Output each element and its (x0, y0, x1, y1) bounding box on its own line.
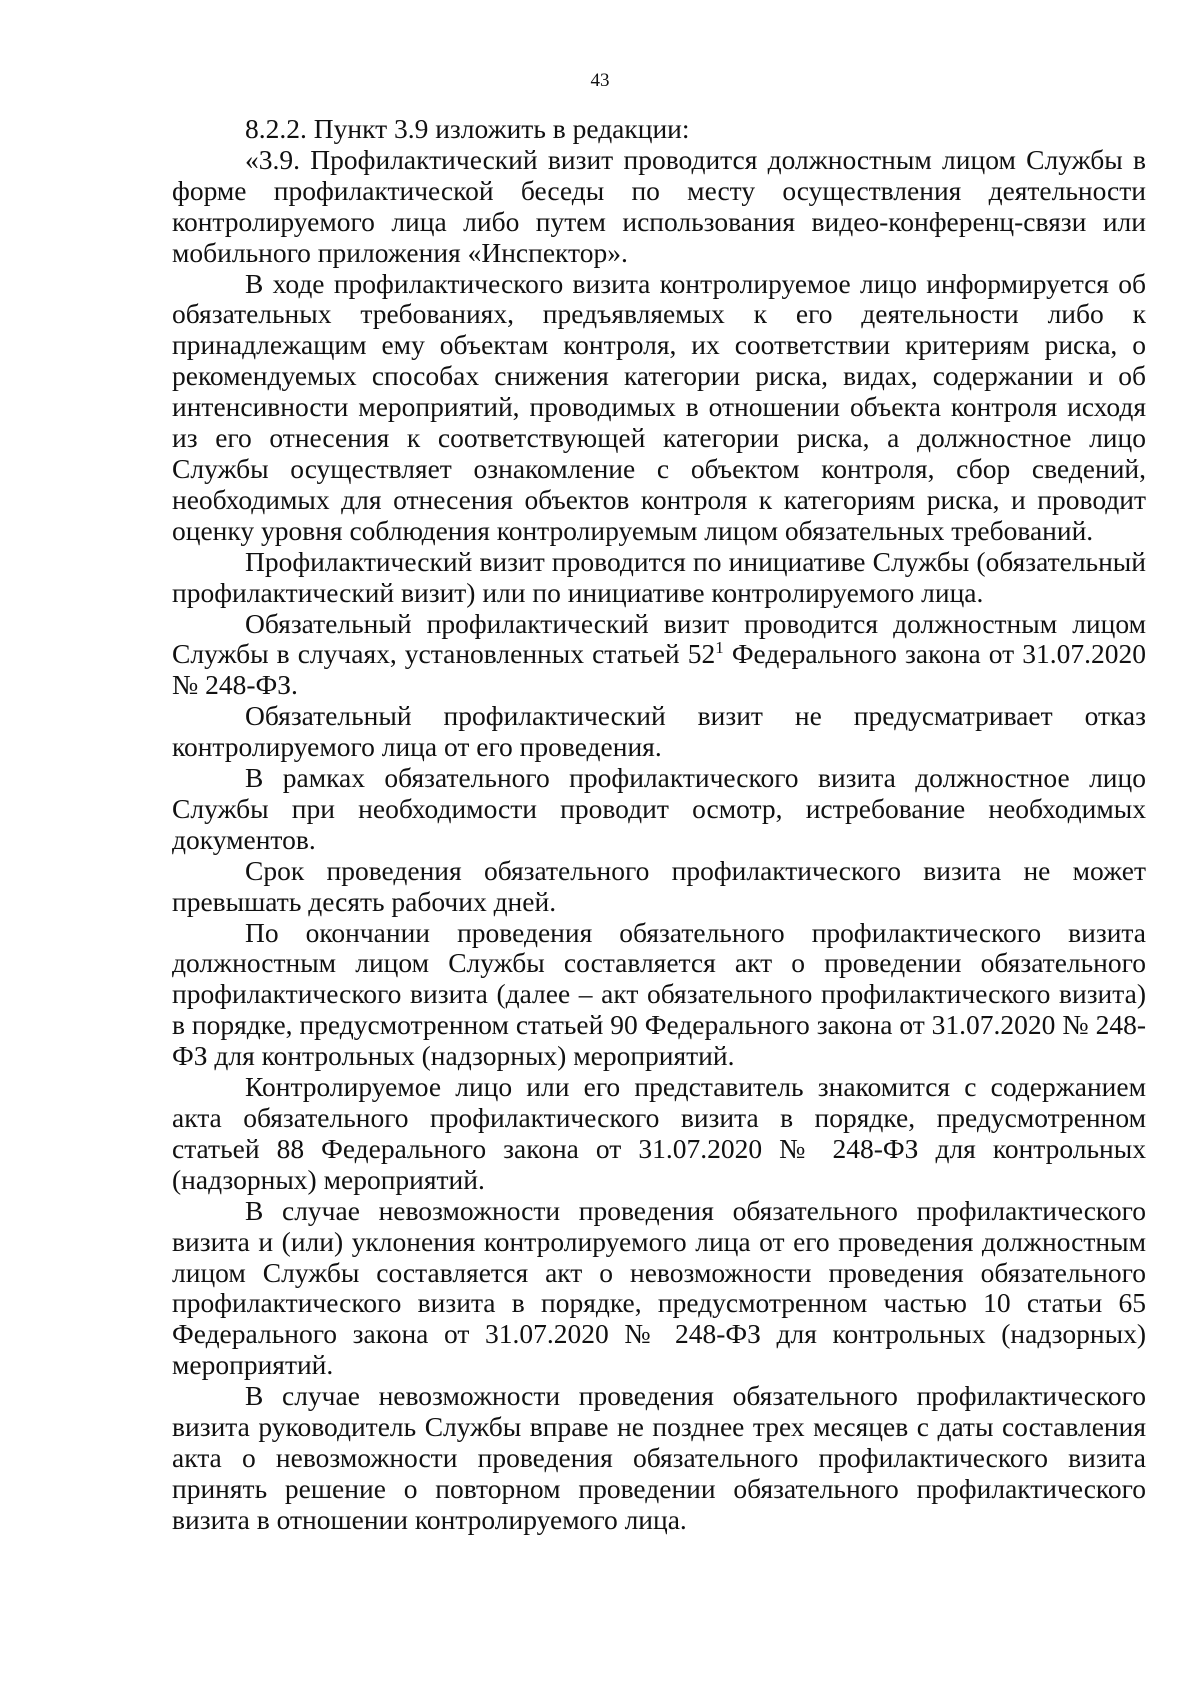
paragraph-mandatory-visit-cases (172, 609, 1146, 702)
paragraph-repeat-visit-decision: В случае невозможности проведения обязательного профилактического визита руководитель Службы вправе не позднее трех месяцев с даты составления акта о невозможности проведения обязательного профилактического визита принять решение о повторном проведении обязательного профилактического визита в отношении контролируемого лица. (172, 1380, 1146, 1535)
paragraph-item-8-2-2: 8.2.2. Пункт 3.9 изложить в редакции: (245, 113, 690, 144)
paragraph-text: Федерального закона от 31.07.2020 № 248-ФЗ. (172, 638, 1147, 701)
document-body (172, 114, 1146, 1536)
page-number: 43 (590, 70, 610, 91)
paragraph-visit-act: По окончании проведения обязательного профилактического визита должностным лицом Службы составляется акт о проведении обязательного профилактического визита (далее – акт обязательного профилактического визита) в порядке, предусмотренном статьей 90 Федерального закона от 31.07.2020 № 248-ФЗ для контрольных (надзорных) мероприятий. (172, 916, 1146, 1072)
paragraph-no-refusal: Обязательный профилактический визит не предусматривает отказ контролируемого лица от его проведения. (172, 700, 1146, 763)
paragraph-impossibility-act: В случае невозможности проведения обязательного профилактического визита и (или) уклонения контролируемого лица от его проведения должностным лицом Службы составляется акт о невозможности проведения обязательного профилактического визита в порядке, предусмотренном частью 10 статьи 65 Федерального закона от 31.07.2020 № 248-ФЗ для контрольных (надзорных) мероприятий. (172, 1194, 1146, 1381)
superscript-article-index: 1 (715, 638, 724, 658)
paragraph-act-familiarization: Контролируемое лицо или его представитель знакомится с содержанием акта обязательного профилактического визита в порядке, предусмотренном статьей 88 Федерального закона от 31.07.2020 № 248-ФЗ для контрольных (надзорных) мероприятий. (172, 1071, 1146, 1195)
paragraph-text: Обязательный профилактический визит проводится должностным лицом Службы в случаях, установленных статьей 52 (172, 607, 1146, 670)
paragraph-visit-duration: Срок проведения обязательного профилактического визита не может превышать десять рабочих дней. (172, 854, 1146, 917)
paragraph-visit-informing: В ходе профилактического визита контролируемое лицо информируется об обязательных требованиях, предъявляемых к его деятельности либо к принадлежащим ему объектам контроля, их соответствии критериям риска, о рекомендуемых способах снижения категории риска, видах, содержании и об интенсивности мероприятий, проводимых в отношении объекта контроля исходя из его отнесения к соответствующей категории риска, а должностное лицо Службы осуществляет ознакомление с объектом контроля, сбор сведений, необходимых для отнесения объектов контроля к категориям риска, и проводит оценку уровня соблюдения контролируемым лицом обязательных требований. (172, 267, 1146, 546)
paragraph-visit-initiative: Профилактический визит проводится по инициативе Службы (обязательный профилактический визит) или по инициативе контролируемого лица. (172, 545, 1146, 608)
paragraph-inspection-documents: В рамках обязательного профилактического визита должностное лицо Службы при необходимости проводит осмотр, истребование необходимых документов. (172, 762, 1146, 855)
paragraph-clause-3-9: «3.9. Профилактический визит проводится должностным лицом Службы в форме профилактической беседы по месту осуществления деятельности контролируемого лица либо путем использования видео-конференц-связи или мобильного приложения «Инспектор». (172, 143, 1146, 268)
